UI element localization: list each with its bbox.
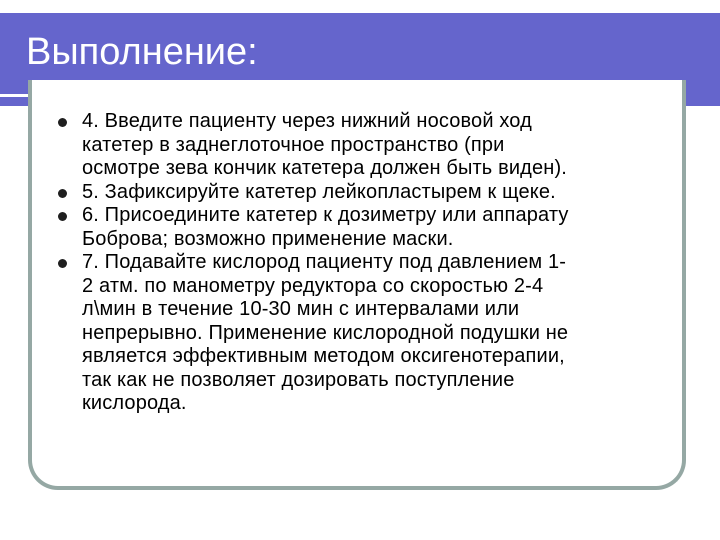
bullet-line: осмотре зева кончик катетера должен быть виден). <box>82 157 567 179</box>
bullet-line: является эффективным методом оксигенотерапии, <box>82 345 565 367</box>
bullet-line: 2 атм. по манометру редуктора со скоростью 2-4 <box>82 274 544 297</box>
bullet-dot-icon <box>58 259 67 268</box>
bullet-dot-icon <box>58 189 67 198</box>
bullet-line: Боброва; возможно применение маски. <box>82 227 454 250</box>
bullet-dot-icon <box>58 118 67 127</box>
bullet-item-5 <box>56 181 666 205</box>
bullet-line: непрерывно. Применение кислородной подушки не <box>82 321 569 344</box>
bullet-line: 7. Подавайте кислород пациенту под давлением 1- <box>82 251 567 273</box>
bullet-line: 5. Зафиксируйте катетер лейкопластырем к щеке. <box>82 180 556 203</box>
bullet-item-7 <box>56 251 666 416</box>
slide-title: Выполнение: <box>26 31 258 73</box>
bullet-line: 4. Введите пациенту через нижний носовой ход <box>82 110 532 132</box>
bullet-item-6 <box>56 204 666 251</box>
bullet-line: так как не позволяет дозировать поступление <box>82 368 515 391</box>
bullet-line: л\мин в течение 10-30 мин с интервалами или <box>82 298 520 320</box>
bullet-line: 6. Присоедините катетер к дозиметру или аппарату <box>82 204 569 226</box>
bullet-list <box>56 110 666 416</box>
bullet-line: катетер в заднеглоточное пространство (при <box>82 133 505 156</box>
bullet-item-4 <box>56 110 666 181</box>
bullet-line: кислорода. <box>82 392 187 414</box>
bullet-dot-icon <box>58 212 67 221</box>
